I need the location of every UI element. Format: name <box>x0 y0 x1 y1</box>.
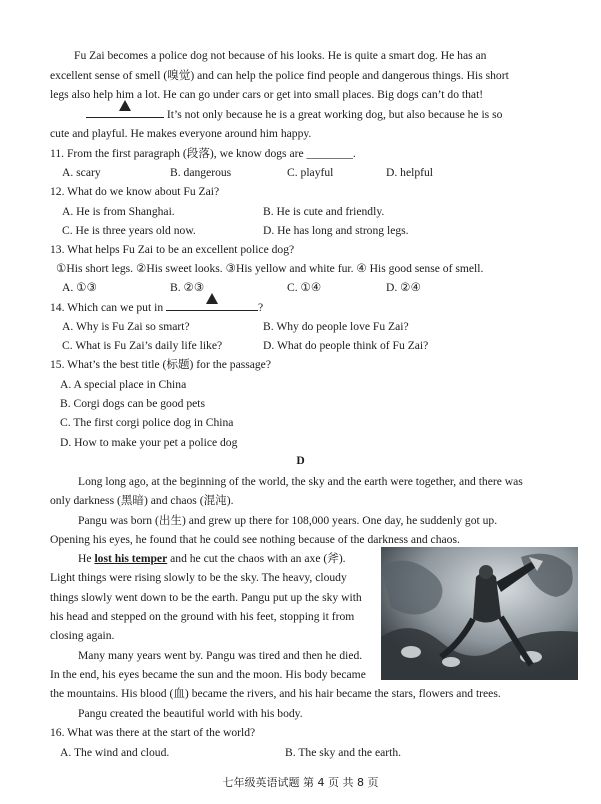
option: B. Corgi dogs can be good pets <box>60 397 206 410</box>
pangu-illustration <box>381 547 578 680</box>
option: D. What do people think of Fu Zai? <box>263 339 429 352</box>
passage-text: He <box>78 552 92 565</box>
question-stem: 13. What helps Fu Zai to be an excellent police dog? <box>50 243 295 256</box>
option: A. scary <box>62 166 101 179</box>
option: B. dangerous <box>170 166 232 179</box>
passage-line: In the end, his eyes became the sun and the moon. His body became <box>50 668 366 681</box>
passage-line: closing again. <box>50 629 115 642</box>
option: C. What is Fu Zai’s daily life like? <box>62 339 223 352</box>
passage-line <box>78 551 346 566</box>
option: D. How to make your pet a police dog <box>60 436 238 449</box>
question-stem: 11. From the first paragraph (段落), we know dogs are ________. <box>50 147 356 160</box>
passage-line: only darkness (黑暗) and chaos (混沌). <box>50 494 234 507</box>
passage-line: Fu Zai becomes a police dog not because of his looks. He is quite a smart dog. He has an <box>74 49 487 62</box>
option: C. The first corgi police dog in China <box>60 416 234 429</box>
passage-line: the mountains. His blood (血) became the rivers, and his hair became the stars, flowers and trees. <box>50 687 501 700</box>
option: D. ②④ <box>386 281 421 294</box>
option: D. He has long and strong legs. <box>263 224 409 237</box>
question-stem: 16. What was there at the start of the world? <box>50 726 256 739</box>
triangle-marker-icon <box>119 100 131 111</box>
passage-line <box>86 106 502 122</box>
passage-line: excellent sense of smell (嗅觉) and can help the police find people and dangerous things. His short <box>50 69 509 82</box>
passage-line: Pangu created the beautiful world with his body. <box>78 707 303 720</box>
passage-line: Pangu was born (出生) and grew up there for 108,000 years. One day, he suddenly got up. <box>78 514 498 527</box>
option: A. The wind and cloud. <box>60 746 170 759</box>
answer-blank <box>166 299 258 311</box>
question-extra: ①His short legs. ②His sweet looks. ③His yellow and white fur. ④ His good sense of smell. <box>56 262 484 275</box>
passage-line: legs also help him a lot. He can go under cars or get into small places. Big dogs can’t do that! <box>50 88 484 101</box>
passage-line: his head and stepped on the ground with his feet, stopping it from <box>50 610 355 623</box>
option: C. playful <box>287 166 334 179</box>
passage-text: and he cut the chaos with an axe (斧). <box>170 552 346 565</box>
option: B. Why do people love Fu Zai? <box>263 320 409 333</box>
passage-line: Opening his eyes, he found that he could see nothing because of the darkness and chaos. <box>50 533 460 546</box>
passage-line: Long long ago, at the beginning of the world, the sky and the earth were together, and there was <box>78 475 523 488</box>
passage-line: things slowly went down to be the earth. Pangu put up the sky with <box>50 591 362 604</box>
answer-blank <box>86 106 164 118</box>
question-stem-suffix: ? <box>258 301 264 314</box>
underlined-phrase: lost his temper <box>94 552 168 565</box>
option: A. ①③ <box>62 281 97 294</box>
question-stem <box>50 299 263 315</box>
option: B. The sky and the earth. <box>285 746 402 759</box>
passage-line: Many many years went by. Pangu was tired and then he died. <box>78 649 363 662</box>
passage-text: It’s not only because he is a great working dog, but also because he is so <box>166 108 503 121</box>
option: C. He is three years old now. <box>62 224 196 237</box>
question-stem: 12. What do we know about Fu Zai? <box>50 185 220 198</box>
passage-line: cute and playful. He makes everyone around him happy. <box>50 127 312 140</box>
option: B. He is cute and friendly. <box>263 205 385 218</box>
question-stem: 15. What’s the best title (标题) for the passage? <box>50 358 271 371</box>
option: D. helpful <box>386 166 434 179</box>
passage-line: Light things were rising slowly to be the sky. The heavy, cloudy <box>50 571 347 584</box>
page-footer: 七年级英语试题 第 4 页 共 8 页 <box>222 776 379 789</box>
option: B. ②③ <box>170 281 205 294</box>
triangle-marker-icon <box>206 293 218 304</box>
option: A. He is from Shanghai. <box>62 205 175 218</box>
option: C. ①④ <box>287 281 322 294</box>
option: A. A special place in China <box>60 378 187 391</box>
question-stem-prefix: 14. Which can we put in <box>50 301 164 314</box>
option: A. Why is Fu Zai so smart? <box>62 320 190 333</box>
section-heading: D <box>296 454 305 467</box>
